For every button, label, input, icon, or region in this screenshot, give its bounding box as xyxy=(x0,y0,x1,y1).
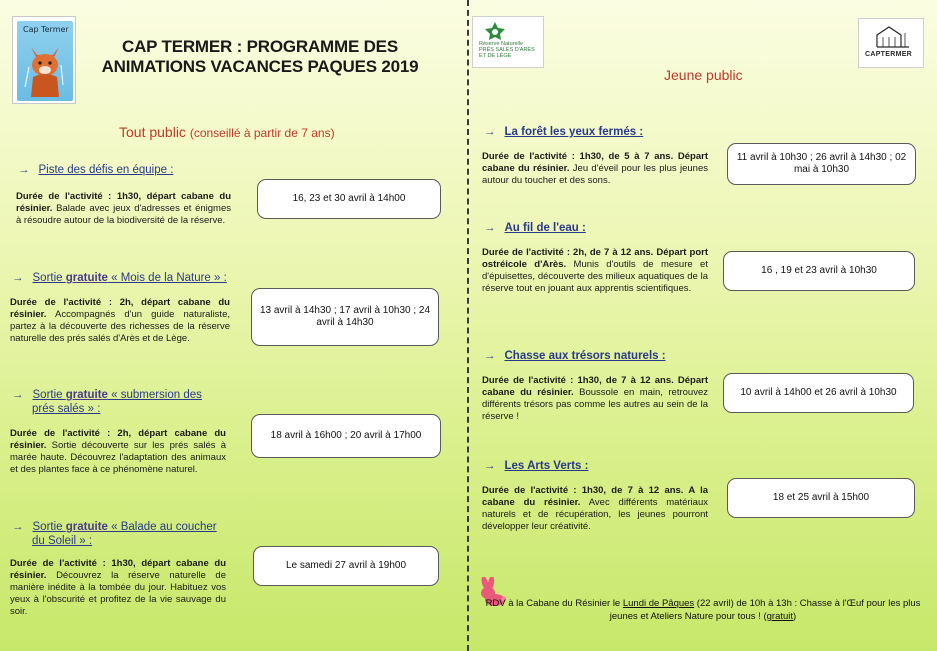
section-title-tout-public xyxy=(119,124,335,140)
activity-title-mois-nature xyxy=(12,271,227,285)
activity-dates-box xyxy=(251,414,441,458)
footer-event-note xyxy=(478,597,928,623)
activity-description: Boussole en main, retrouvez différents trésors pas comme les autres au sein de la réserve ! xyxy=(482,387,708,422)
activity-description: Découvrez la réserve naturelle de manière inédite à la tombée du jour. Habituez vos yeux à l'obscurité et profitez de la vie sauvage du soir. xyxy=(10,570,226,617)
activity-dates: 11 avril à 10h30 ; 26 avril à 14h30 ; 02 mai à 10h30 xyxy=(736,152,907,175)
activity-title-text: « Mois de la Nature » : xyxy=(107,272,227,284)
footer-lundi-paques: Lundi de Pâques xyxy=(622,598,695,609)
activity-title-arts-verts xyxy=(484,459,588,473)
reserve-logo-line2: PRÉS SALÉS D'ARÈS xyxy=(479,47,535,53)
activity-description: Accompagnés d'un guide naturaliste, partez à la découverte des richesses de la réserve naturelle des prés salés d'Arès et de Lège. xyxy=(10,309,230,344)
activity-title-text: Au fil de l'eau : xyxy=(504,222,586,234)
activity-duration: Durée de l'activité : 1h30, départ cabane du résinier. xyxy=(10,558,226,581)
activity-duration: Durée de l'activité : 1h30, de 7 à 12 ans. A la cabane du résinier. xyxy=(482,485,708,508)
gratuite-label: gratuite xyxy=(65,389,108,401)
activity-dates: 16 , 19 et 23 avril à 10h30 xyxy=(761,265,877,276)
activity-title-fil-eau xyxy=(484,221,586,235)
activity-title-text: Sortie xyxy=(32,272,66,284)
activity-title-text: Sortie xyxy=(32,521,66,533)
activity-title-chasse-tresors xyxy=(484,349,666,363)
footer-text: ) xyxy=(793,611,797,622)
activity-description: Avec différents matériaux naturels et de récupération, les jeunes pourront développer leur créativité. xyxy=(482,497,708,532)
section-subtitle-text: (conseillé à partir de 7 ans) xyxy=(189,126,335,140)
reserve-logo-line1: Réserve Naturelle xyxy=(479,41,524,47)
activity-title-coucher-soleil xyxy=(12,520,227,548)
activity-duration: Durée de l'activité : 1h30, de 7 à 12 ans. Départ cabane du résinier. xyxy=(482,375,708,398)
arrow-icon: → xyxy=(12,521,24,533)
section-title-jeune-public xyxy=(664,67,743,83)
activity-dates-box xyxy=(723,373,914,413)
reserve-star-icon xyxy=(485,22,505,40)
fox-icon xyxy=(23,37,67,99)
arrow-icon: → xyxy=(484,126,496,138)
activity-desc xyxy=(10,558,226,618)
captermer-logo-text: CAPTERMER xyxy=(865,51,913,58)
activity-title-text: La forêt les yeux fermés : xyxy=(504,126,644,138)
footer-text: RDV à la Cabane du Résinier le xyxy=(485,598,623,609)
activity-title-piste-defis xyxy=(18,163,173,177)
activity-dates: Le samedi 27 avril à 19h00 xyxy=(285,560,407,571)
arrow-icon: → xyxy=(12,272,24,284)
activity-dates-box xyxy=(723,251,915,291)
activity-desc xyxy=(482,151,708,187)
section-title-text: Jeune public xyxy=(664,67,743,83)
activity-title-text: Les Arts Verts : xyxy=(504,460,589,472)
activity-title-text: Sortie xyxy=(32,389,66,401)
activity-title-foret-yeux-fermes xyxy=(484,125,643,139)
cap-termer-logo xyxy=(12,16,76,104)
arrow-icon: → xyxy=(484,350,496,362)
activity-title-text: Piste des défis en équipe : xyxy=(38,164,174,176)
activity-dates-box xyxy=(257,179,441,219)
activity-desc xyxy=(10,297,230,345)
activity-desc xyxy=(482,247,708,295)
activity-desc xyxy=(16,191,231,227)
activity-duration: Durée de l'activité : 1h30, départ cabane du résinier. xyxy=(16,191,231,214)
activity-duration: Durée de l'activité : 1h30, de 5 à 7 ans. Départ cabane du résinier. xyxy=(482,151,708,174)
activity-dates: 13 avril à 14h30 ; 17 avril à 10h30 ; 24 avril à 14h30 xyxy=(259,305,431,328)
logo-left-text: Cap Termer xyxy=(23,25,69,34)
activity-desc xyxy=(482,375,708,423)
section-title-text: Tout public xyxy=(119,124,186,140)
activity-dates: 18 et 25 avril à 15h00 xyxy=(772,492,870,503)
activity-desc xyxy=(482,485,708,533)
activity-duration: Durée de l'activité : 2h, de 7 à 12 ans. Départ port ostréicole d'Arès. xyxy=(482,247,708,270)
title-line-1: CAP TERMER : PROGRAMME DES xyxy=(122,37,398,56)
activity-dates: 10 avril à 14h00 et 26 avril à 10h30 xyxy=(740,387,897,398)
gratuite-label: gratuite xyxy=(65,521,108,533)
activity-title-text: « Balade au coucher xyxy=(107,521,217,533)
captermer-logo xyxy=(858,18,924,68)
activity-title-text: « submersion des xyxy=(107,389,202,401)
activity-dates: 16, 23 et 30 avril à 14h00 xyxy=(292,193,406,204)
reserve-naturelle-logo xyxy=(472,16,544,68)
page-title xyxy=(80,37,440,77)
activity-description: Sortie découverte sur les prés salés à marée haute. Découvrez l'adaptation des animaux et des plantes face à ce phénomène naturel. xyxy=(10,440,226,475)
activity-title-text: Chasse aux trésors naturels : xyxy=(504,350,666,362)
arrow-icon: → xyxy=(484,460,496,472)
activity-title-submersion xyxy=(12,388,227,416)
activity-description: Munis d'outils de mesure et d'épuisettes, découverte des milieux aquatiques de la réserve tout en jouant aux apprentis scientifiques. xyxy=(482,259,708,294)
arrow-icon: → xyxy=(484,222,496,234)
house-icon xyxy=(875,25,911,49)
page-divider xyxy=(467,0,469,651)
activity-description: Balade avec jeux d'adresses et énigmes à résoudre autour de la biodiversité de la réserve. xyxy=(16,203,231,226)
activity-duration: Durée de l'activité : 2h, départ cabane du résinier. xyxy=(10,428,226,451)
activity-title-text: prés salés » : xyxy=(32,403,101,415)
activity-dates: 18 avril à 16h00 ; 20 avril à 17h00 xyxy=(270,430,422,441)
activity-duration: Durée de l'activité : 2h, départ cabane du résinier. xyxy=(10,297,230,320)
activity-desc xyxy=(10,428,226,476)
activity-dates-box xyxy=(727,143,916,185)
reserve-logo-line3: ET DE LÈGE xyxy=(479,53,512,59)
activity-dates-box xyxy=(727,478,915,518)
arrow-icon: → xyxy=(12,389,24,401)
gratuite-label: gratuite xyxy=(65,272,108,284)
activity-dates-box xyxy=(253,546,439,586)
activity-title-text: du Soleil » : xyxy=(32,535,93,547)
footer-gratuit: gratuit xyxy=(766,611,794,622)
activity-description: Jeu d'éveil pour les plus jeunes autour du toucher et des sons. xyxy=(482,163,708,186)
arrow-icon: → xyxy=(18,164,30,176)
activity-dates-box xyxy=(251,288,439,346)
title-line-2: ANIMATIONS VACANCES PAQUES 2019 xyxy=(101,57,419,76)
footer-text: (22 avril) de 10h à 13h : Chasse à l'Œuf pour les plus jeunes et Ateliers Nature pour tous ! ( xyxy=(609,598,921,622)
